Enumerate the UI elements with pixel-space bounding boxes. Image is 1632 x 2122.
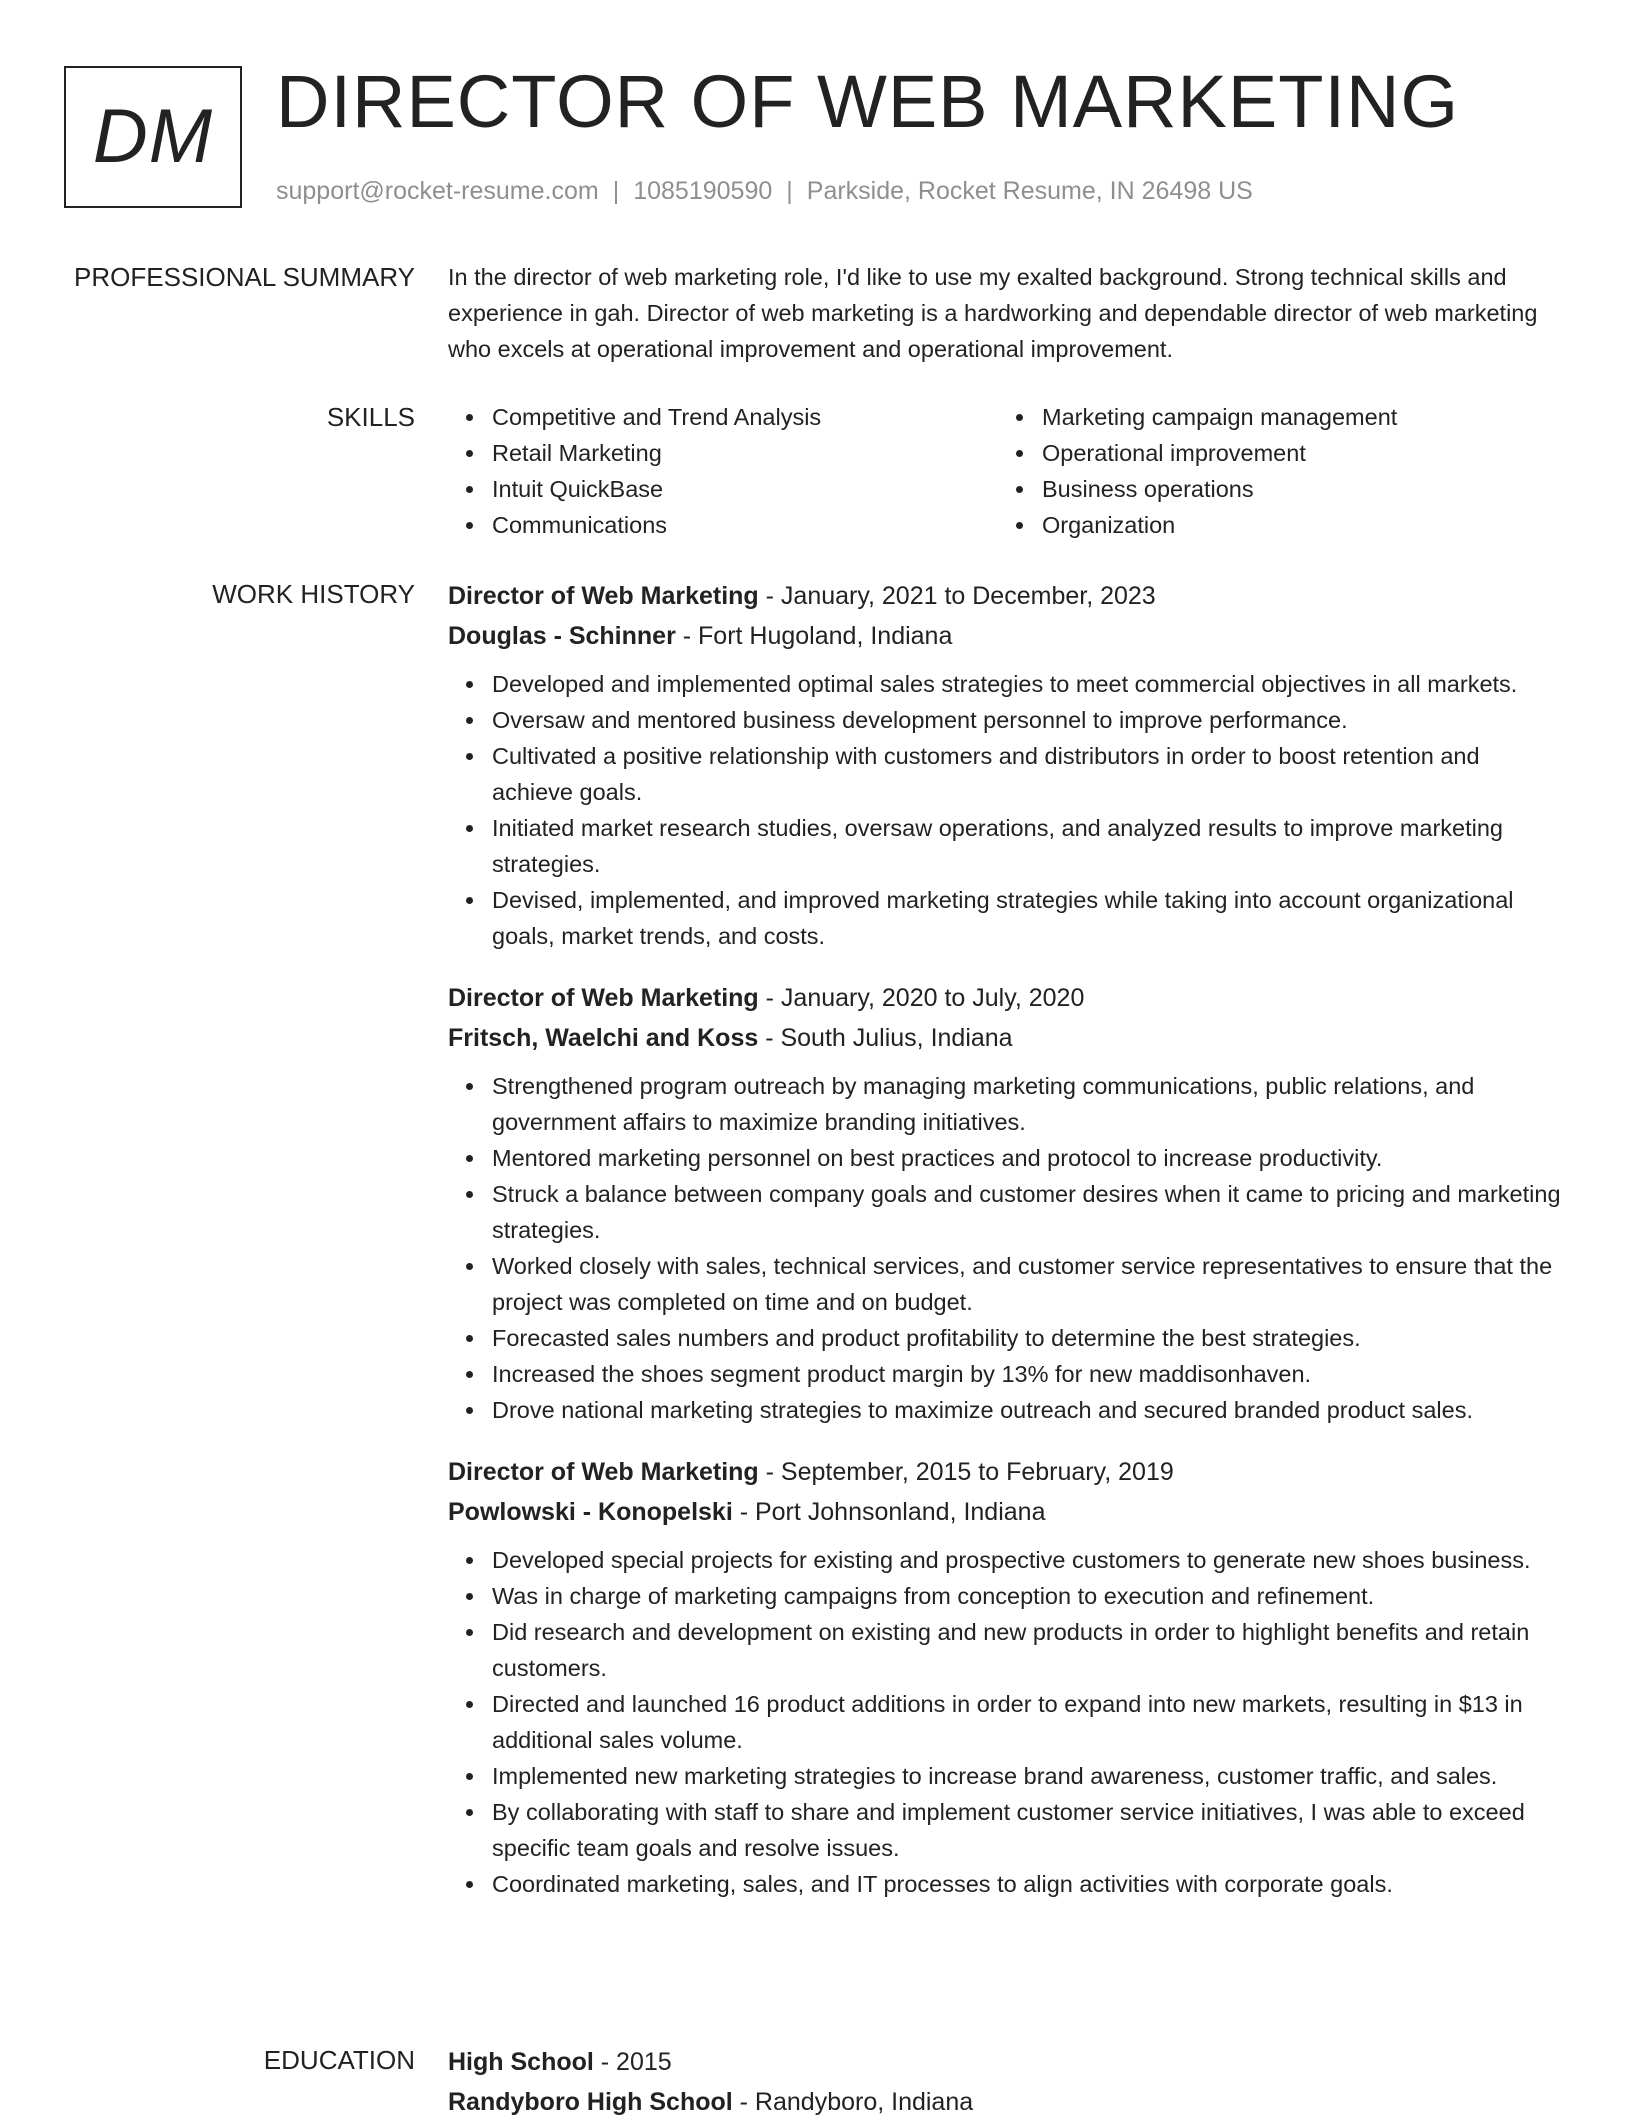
job-title-line bbox=[448, 1452, 1562, 1492]
job-bullet: Cultivated a positive relationship with customers and distributors in order to boost retention and achieve goals. bbox=[492, 738, 1562, 810]
contact-separator: | bbox=[612, 177, 620, 205]
job-company-line bbox=[448, 616, 1562, 656]
job-bullets bbox=[448, 1068, 1562, 1428]
education-heading: EDUCATION bbox=[263, 2045, 415, 2075]
skill-item: Intuit QuickBase bbox=[492, 471, 998, 507]
job-bullet: Developed and implemented optimal sales strategies to meet commercial objectives in all markets. bbox=[492, 666, 1562, 702]
job-location: - Fort Hugoland, Indiana bbox=[675, 622, 953, 650]
job-bullet: Implemented new marketing strategies to increase brand awareness, customer traffic, and sales. bbox=[492, 1758, 1562, 1794]
job-entry bbox=[448, 1452, 1562, 1902]
contact-line bbox=[276, 174, 1253, 208]
job-bullet: Increased the shoes segment product margin by 13% for new maddisonhaven. bbox=[492, 1356, 1562, 1392]
job-entry bbox=[448, 978, 1562, 1428]
job-bullet: Developed special projects for existing and prospective customers to generate new shoes business. bbox=[492, 1542, 1562, 1578]
education-year: - 2015 bbox=[593, 2048, 672, 2076]
job-bullet: Mentored marketing personnel on best practices and protocol to increase productivity. bbox=[492, 1140, 1562, 1176]
job-dates: - January, 2020 to July, 2020 bbox=[758, 984, 1085, 1012]
education-school-line bbox=[448, 2082, 1562, 2122]
job-title: Director of Web Marketing bbox=[448, 582, 759, 610]
education-degree: High School bbox=[448, 2048, 594, 2076]
job-location: - Port Johnsonland, Indiana bbox=[732, 1498, 1046, 1526]
job-bullet: Devised, implemented, and improved marketing strategies while taking into account organizational goals, market trends, and costs. bbox=[492, 882, 1562, 954]
skill-item: Retail Marketing bbox=[492, 435, 998, 471]
skills-columns bbox=[448, 399, 1562, 543]
job-bullet: Strengthened program outreach by managing marketing communications, public relations, and government affairs to maximize branding initiatives. bbox=[492, 1068, 1562, 1140]
job-bullet: Coordinated marketing, sales, and IT processes to align activities with corporate goals. bbox=[492, 1866, 1562, 1902]
skill-item: Competitive and Trend Analysis bbox=[492, 399, 998, 435]
skill-item: Operational improvement bbox=[1042, 435, 1548, 471]
work-history-heading: WORK HISTORY bbox=[212, 579, 415, 609]
job-bullets bbox=[448, 1542, 1562, 1902]
skill-item: Marketing campaign management bbox=[1042, 399, 1548, 435]
job-company: Fritsch, Waelchi and Koss bbox=[448, 1024, 759, 1052]
job-bullet: Oversaw and mentored business development personnel to improve performance. bbox=[492, 702, 1562, 738]
job-bullet: Was in charge of marketing campaigns from conception to execution and refinement. bbox=[492, 1578, 1562, 1614]
contact-separator: | bbox=[786, 177, 793, 205]
skills-heading: SKILLS bbox=[326, 402, 415, 432]
job-title-line bbox=[448, 978, 1562, 1018]
education-body bbox=[448, 2042, 1562, 2122]
skill-item: Communications bbox=[492, 507, 998, 543]
job-company: Powlowski - Konopelski bbox=[448, 1498, 733, 1526]
job-location: - South Julius, Indiana bbox=[758, 1024, 1013, 1052]
summary-text: In the director of web marketing role, I'd like to use my exalted background. Strong technical skills and experience in gah. Director of web marketing is a hardworking and dependable director of web marketing who excels at operational improvement and operational improvement. bbox=[448, 264, 1538, 362]
contact-email: support@rocket-resume.com bbox=[276, 177, 599, 205]
job-bullet: Directed and launched 16 product additions in order to expand into new markets, resulting in $13 in additional sales volume. bbox=[492, 1686, 1562, 1758]
contact-phone: 1085190590 bbox=[633, 177, 773, 205]
skills-list-left bbox=[448, 399, 998, 543]
education-degree-line bbox=[448, 2042, 1562, 2082]
education-school: Randyboro High School bbox=[448, 2088, 733, 2116]
job-title-line bbox=[448, 576, 1562, 616]
summary-body bbox=[448, 259, 1562, 367]
job-bullet: Initiated market research studies, oversaw operations, and analyzed results to improve marketing strategies. bbox=[492, 810, 1562, 882]
job-company-line bbox=[448, 1492, 1562, 1532]
summary-heading: PROFESSIONAL SUMMARY bbox=[74, 262, 415, 292]
skills-body bbox=[448, 399, 1562, 543]
job-bullets bbox=[448, 666, 1562, 954]
job-bullet: Drove national marketing strategies to maximize outreach and secured branded product sales. bbox=[492, 1392, 1562, 1428]
job-company: Douglas - Schinner bbox=[448, 622, 676, 650]
job-bullet: Worked closely with sales, technical services, and customer service representatives to ensure that the project was completed on time and on budget. bbox=[492, 1248, 1562, 1320]
work-history-body bbox=[448, 576, 1562, 1926]
job-title: Director of Web Marketing bbox=[448, 984, 759, 1012]
page-title: DIRECTOR OF WEB MARKETING bbox=[276, 60, 1460, 143]
skill-item: Organization bbox=[1042, 507, 1548, 543]
job-company-line bbox=[448, 1018, 1562, 1058]
job-bullet: Did research and development on existing and new products in order to highlight benefits and retain customers. bbox=[492, 1614, 1562, 1686]
job-bullet: Struck a balance between company goals and customer desires when it came to pricing and marketing strategies. bbox=[492, 1176, 1562, 1248]
job-bullet: By collaborating with staff to share and implement customer service initiatives, I was able to exceed specific team goals and resolve issues. bbox=[492, 1794, 1562, 1866]
job-dates: - September, 2015 to February, 2019 bbox=[758, 1458, 1174, 1486]
job-dates: - January, 2021 to December, 2023 bbox=[758, 582, 1156, 610]
contact-address: Parkside, Rocket Resume, IN 26498 US bbox=[806, 177, 1253, 205]
monogram-box bbox=[64, 66, 242, 208]
skills-list-right bbox=[998, 399, 1548, 543]
monogram-initials: DM bbox=[92, 94, 214, 179]
job-title: Director of Web Marketing bbox=[448, 1458, 759, 1486]
education-location: - Randyboro, Indiana bbox=[732, 2088, 974, 2116]
job-entry bbox=[448, 576, 1562, 954]
skill-item: Business operations bbox=[1042, 471, 1548, 507]
job-bullet: Forecasted sales numbers and product profitability to determine the best strategies. bbox=[492, 1320, 1562, 1356]
